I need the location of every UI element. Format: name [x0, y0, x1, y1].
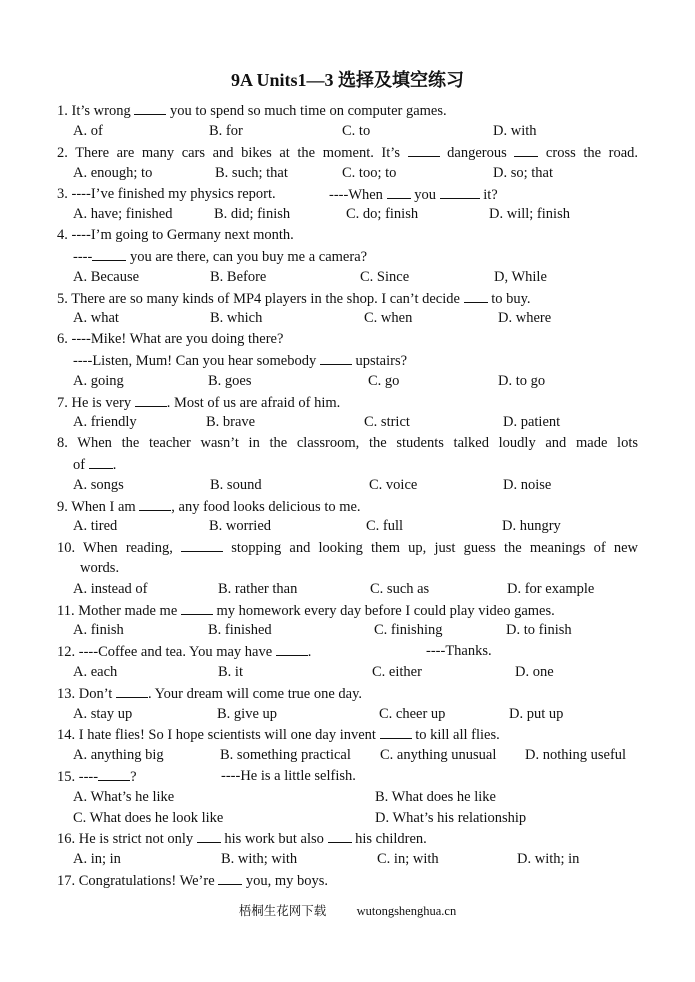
option-d: D. with	[493, 123, 537, 139]
question-15: 15. ---- ?	[57, 769, 137, 785]
option-a: A. finish	[73, 622, 124, 638]
option-b: B. goes	[208, 373, 252, 389]
option-b: B. for	[209, 123, 243, 139]
question-5: 5. There are so many kinds of MP4 players in the shop. I can’t decide to buy.	[57, 291, 531, 307]
option-d: D. for example	[507, 581, 595, 597]
answer-blank	[328, 829, 352, 843]
question-8: 8. When the teacher wasn’t in the classroom, the students talked loudly and made lots	[57, 435, 638, 451]
answer-blank	[98, 767, 130, 781]
option-c: C. do; finish	[346, 206, 419, 222]
question-9: 9. When I am , any food looks delicious to me.	[57, 499, 361, 515]
answer-blank	[380, 725, 412, 739]
option-d: D. What’s his relationship	[375, 810, 527, 826]
option-a: A. in; in	[73, 851, 121, 867]
option-a: A. enough; to	[73, 165, 153, 181]
answer-blank	[92, 247, 126, 261]
option-a: A. what	[73, 310, 119, 326]
option-c: C. in; with	[377, 851, 439, 867]
option-b: B. give up	[217, 706, 278, 722]
option-d: D. patient	[503, 414, 561, 430]
option-c: C. go	[368, 373, 400, 389]
option-d: D. to go	[498, 373, 546, 389]
answer-blank	[181, 601, 213, 615]
option-c: C. finishing	[374, 622, 443, 638]
question-12: 12. ----Coffee and tea. You may have .	[57, 644, 312, 660]
option-d: D. noise	[503, 477, 552, 493]
option-b: B. with; with	[221, 851, 298, 867]
option-d: D. where	[498, 310, 552, 326]
answer-blank	[134, 101, 166, 115]
option-b: B. did; finish	[214, 206, 291, 222]
option-c: C. full	[366, 518, 404, 534]
option-a: A. have; finished	[73, 206, 173, 222]
option-a: A. songs	[73, 477, 124, 493]
option-a: A. Because	[73, 269, 140, 285]
question-1: 1. It’s wrong you to spend so much time on computer games.	[57, 103, 447, 119]
answer-blank	[464, 289, 488, 303]
answer-blank	[89, 455, 113, 469]
option-b: B. brave	[206, 414, 256, 430]
answer-blank	[387, 185, 411, 199]
option-a: A. anything big	[73, 747, 164, 763]
option-c: C. strict	[364, 414, 410, 430]
option-d: D. to finish	[506, 622, 572, 638]
option-c: C. voice	[369, 477, 418, 493]
option-b: B. rather than	[218, 581, 298, 597]
option-c: C. What does he look like	[73, 810, 224, 826]
question-15-reply: ----He is a little selfish.	[221, 768, 356, 784]
question-3-reply: ----When you it?	[329, 187, 498, 203]
option-a: A. friendly	[73, 414, 137, 430]
option-d: D. hungry	[502, 518, 561, 534]
question-4-reply: ---- you are there, can you buy me a camera?	[73, 249, 368, 265]
question-7: 7. He is very . Most of us are afraid of him.	[57, 395, 341, 411]
option-b: B. What does he like	[375, 789, 496, 805]
question-4: 4. ----I’m going to Germany next month.	[57, 227, 294, 243]
option-a: A. What’s he like	[73, 789, 175, 805]
option-a: A. each	[73, 664, 118, 680]
answer-blank	[276, 642, 308, 656]
answer-blank	[197, 829, 221, 843]
question-16: 16. He is strict not only his work but also his children.	[57, 831, 427, 847]
option-a: A. going	[73, 373, 124, 389]
option-b: B. Before	[210, 269, 267, 285]
question-10-continued: words.	[80, 560, 120, 576]
answer-blank	[440, 185, 480, 199]
option-c: C. too; to	[342, 165, 397, 181]
question-2: 2. There are many cars and bikes at the moment. It’s dangerous cross the road.	[57, 145, 639, 161]
option-c: C. such as	[370, 581, 430, 597]
answer-blank	[408, 143, 440, 157]
option-b: B. such; that	[215, 165, 288, 181]
question-3: 3. ----I’ve finished my physics report.	[57, 186, 276, 202]
footer-site-name: 梧桐生花网下载	[238, 904, 327, 918]
question-14: 14. I hate flies! So I hope scientists will one day invent to kill all flies.	[57, 727, 500, 743]
option-d: D. so; that	[493, 165, 554, 181]
question-6-reply: ----Listen, Mum! Can you hear somebody upstairs?	[73, 353, 408, 369]
option-a: A. instead of	[73, 581, 148, 597]
answer-blank	[135, 393, 167, 407]
option-b: B. finished	[208, 622, 272, 638]
option-b: B. sound	[210, 477, 262, 493]
answer-blank	[116, 684, 148, 698]
option-d: D. nothing useful	[525, 747, 627, 763]
option-b: B. which	[210, 310, 263, 326]
option-b: B. something practical	[220, 747, 351, 763]
answer-blank	[320, 351, 352, 365]
option-b: B. worried	[209, 518, 272, 534]
option-d: D. will; finish	[489, 206, 570, 222]
page-title: 9A Units1—3 选择及填空练习	[230, 70, 464, 90]
option-d: D. one	[515, 664, 554, 680]
question-17: 17. Congratulations! We’re you, my boys.	[57, 873, 329, 889]
option-c: C. Since	[360, 269, 410, 285]
option-a: A. tired	[73, 518, 118, 534]
answer-blank	[181, 538, 223, 552]
question-10: 10. When reading, stopping and looking them up, just guess the meanings of new	[57, 540, 638, 556]
option-c: C. anything unusual	[380, 747, 497, 763]
answer-blank	[218, 871, 242, 885]
question-11: 11. Mother made me my homework every day before I could play video games.	[57, 603, 555, 619]
option-a: A. stay up	[73, 706, 133, 722]
option-c: C. when	[364, 310, 413, 326]
page-footer	[0, 901, 695, 919]
option-c: C. either	[372, 664, 422, 680]
option-c: C. to	[342, 123, 371, 139]
option-d: D, While	[494, 269, 547, 285]
option-d: D. with; in	[517, 851, 580, 867]
option-d: D. put up	[509, 706, 564, 722]
answer-blank	[514, 143, 538, 157]
option-c: C. cheer up	[379, 706, 446, 722]
option-a: A. of	[73, 123, 103, 139]
question-13: 13. Don’t . Your dream will come true one day.	[57, 686, 363, 702]
question-12-reply: ----Thanks.	[426, 643, 492, 659]
footer-url: wutongshenghua.cn	[356, 904, 457, 918]
answer-blank	[139, 497, 171, 511]
option-b: B. it	[218, 664, 243, 680]
question-6: 6. ----Mike! What are you doing there?	[57, 331, 284, 347]
question-8-continued: of .	[73, 457, 117, 473]
